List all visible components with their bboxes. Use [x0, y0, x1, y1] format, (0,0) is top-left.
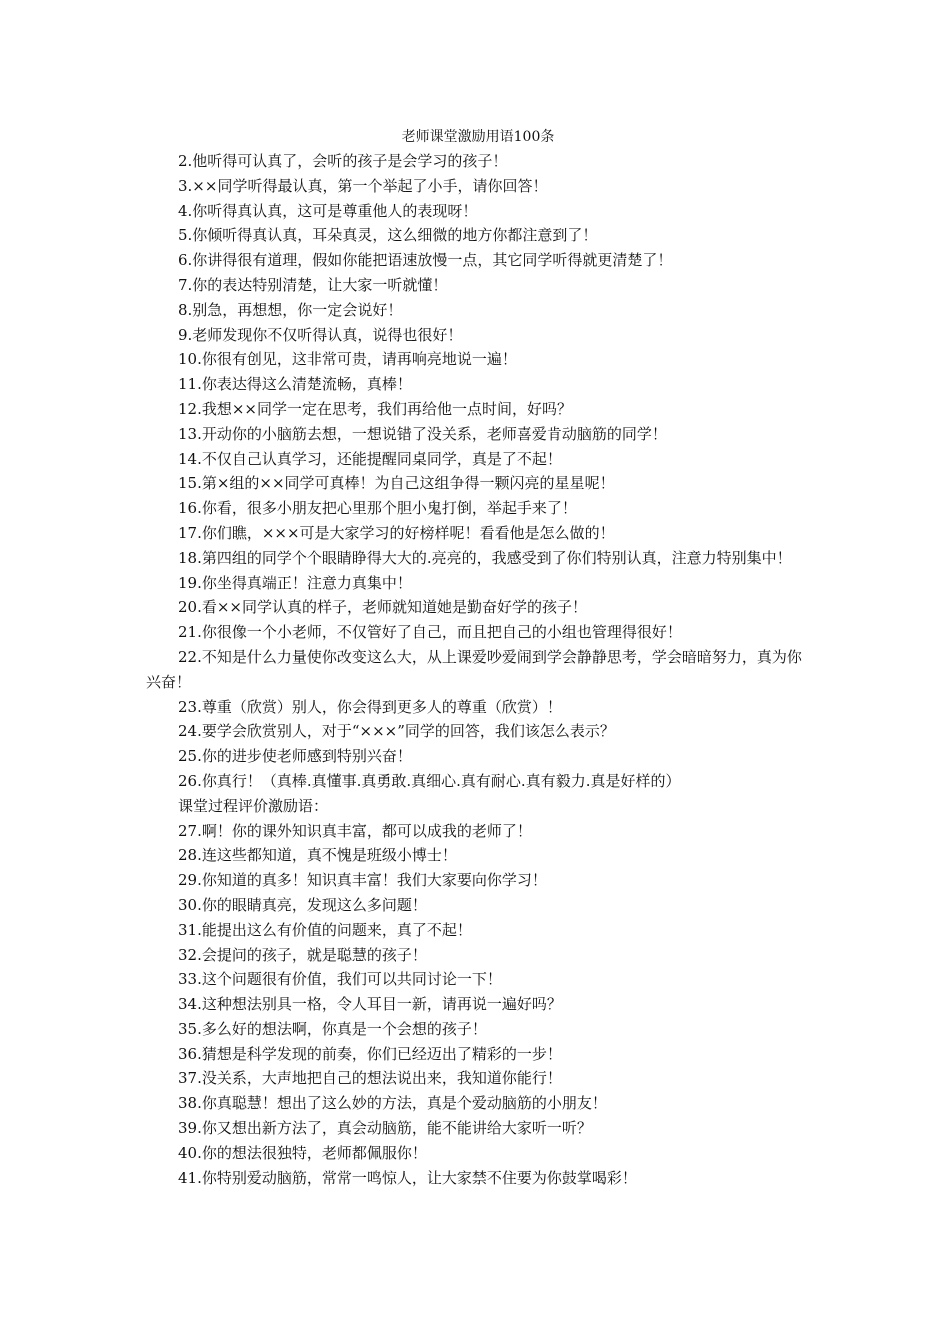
paragraph-line: 8.别急，再想想，你一定会说好！: [178, 300, 403, 319]
paragraph-line: 21.你很像一个小老师，不仅管好了自己，而且把自己的小组也管理得很好！: [178, 623, 682, 642]
paragraph-line: 9.老师发现你不仅听得认真，说得也很好！: [178, 325, 463, 344]
paragraph-line: 17.你们瞧，×××可是大家学习的好榜样呢！看看他是怎么做的！: [178, 523, 615, 542]
paragraph-line: 35.多么好的想法啊，你真是一个会想的孩子！: [178, 1019, 487, 1038]
paragraph-line: 30.你的眼睛真亮，发现这么多问题！: [178, 895, 427, 914]
paragraph-line: 27.啊！你的课外知识真丰富，都可以成我的老师了！: [178, 821, 532, 840]
paragraph-line: 22.不知是什么力量使你改变这么大，从上课爱吵爱闹到学会静静思考，学会暗暗努力，真为你兴奋！: [146, 647, 802, 691]
paragraph-line: 6.你讲得很有道理，假如你能把语速放慢一点，其它同学听得就更清楚了！: [178, 251, 673, 270]
paragraph-line: 16.你看，很多小朋友把心里那个胆小鬼打倒，举起手来了！: [178, 499, 577, 518]
paragraph-line: 7.你的表达特别清楚，让大家一听就懂！: [178, 275, 448, 294]
paragraph-line: 24.要学会欣赏别人，对于“×××”同学的回答，我们该怎么表示？: [178, 722, 615, 741]
paragraph-line: 14.不仅自己认真学习，还能提醒同桌同学，真是了不起！: [178, 449, 562, 468]
paragraph-line: 29.你知道的真多！知识真丰富！我们大家要向你学习！: [178, 871, 547, 890]
paragraph-line: 26.你真行！（真棒.真懂事.真勇敢.真细心.真有耐心.真有毅力.真是好样的）: [178, 771, 681, 790]
paragraph-line: 15.第×组的××同学可真棒！为自己这组争得一颗闪亮的星星呢！: [178, 474, 615, 493]
document-body: [146, 149, 810, 1190]
paragraph-line: 34.这种想法别具一格，令人耳目一新，请再说一遍好吗？: [178, 995, 562, 1014]
paragraph-line: 38.你真聪慧！想出了这么妙的方法，真是个爱动脑筋的小朋友！: [178, 1094, 607, 1113]
paragraph-line: 2.他听得可认真了，会听的孩子是会学习的孩子！: [178, 152, 508, 170]
paragraph-line: 13.开动你的小脑筋去想，一想说错了没关系，老师喜爱肯动脑筋的同学！: [178, 424, 667, 443]
section-heading: 课堂过程评价激励语：: [178, 796, 329, 815]
paragraph-line: 19.你坐得真端正！注意力真集中！: [178, 573, 412, 592]
paragraph-line: 31.能提出这么有价值的问题来，真了不起！: [178, 920, 472, 939]
paragraph-line: 41.你特别爱动脑筋，常常一鸣惊人，让大家禁不住要为你鼓掌喝彩！: [178, 1168, 637, 1187]
paragraph-line: 39.你又想出新方法了，真会动脑筋，能不能讲给大家听一听？: [178, 1119, 592, 1138]
paragraph-line: 33.这个问题很有价值，我们可以共同讨论一下！: [178, 970, 502, 989]
paragraph-line: 10.你很有创见，这非常可贵，请再响亮地说一遍！: [178, 350, 517, 369]
paragraph-line: 23.尊重（欣赏）别人，你会得到更多人的尊重（欣赏）！: [178, 697, 562, 716]
paragraph-line: 28.连这些都知道，真不愧是班级小博士！: [178, 846, 457, 865]
paragraph-line: 5.你倾听得真认真，耳朵真灵，这么细微的地方你都注意到了！: [178, 226, 598, 245]
paragraph-line: 40.你的想法很独特，老师都佩服你！: [178, 1143, 427, 1162]
paragraph-line: 20.看××同学认真的样子，老师就知道她是勤奋好学的孩子！: [178, 598, 587, 617]
paragraph-line: 37.没关系，大声地把自己的想法说出来，我知道你能行！: [178, 1069, 562, 1088]
paragraph-line: 36.猜想是科学发现的前奏，你们已经迈出了精彩的一步！: [178, 1044, 562, 1063]
paragraph-line: 12.我想××同学一定在思考，我们再给他一点时间，好吗？: [178, 399, 572, 418]
paragraph-line: 25.你的进步使老师感到特别兴奋！: [178, 747, 412, 766]
paragraph-line: 4.你听得真认真，这可是尊重他人的表现呀！: [178, 201, 478, 220]
paragraph-line: 3.××同学听得最认真，第一个举起了小手，请你回答！: [178, 176, 548, 195]
document-title: 老师课堂激励用语100条: [401, 129, 555, 145]
document-content: [146, 125, 810, 1190]
paragraph-line: 32.会提问的孩子，就是聪慧的孩子！: [178, 945, 427, 964]
paragraph-line: 18.第四组的同学个个眼睛睁得大大的.亮亮的，我感受到了你们特别认真，注意力特别集中！: [178, 548, 792, 567]
paragraph-line: 11.你表达得这么清楚流畅，真棒！: [178, 375, 412, 394]
